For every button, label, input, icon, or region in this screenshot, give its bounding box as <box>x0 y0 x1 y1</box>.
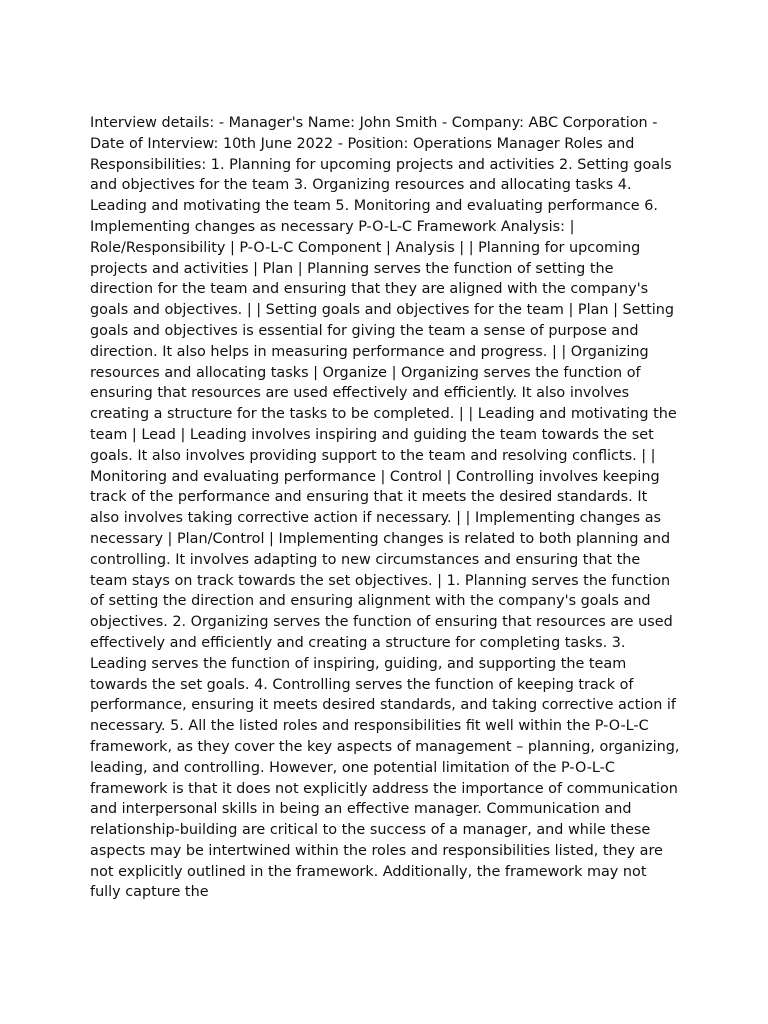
document-body-text: Interview details: - Manager's Name: John Smith - Company: ABC Corporation - Date of Interview: 10th June 2022 - Position: Operations Manager Roles and Responsibilities: 1. Planning for upcoming projects and activities 2. Setting goals and objectives for the team 3. Organizing resources and allocating tasks 4. Leading and motivating the team 5. Monitoring and evaluating performance 6. Implementing changes as necessary P-O-L-C Framework Analysis: | Role/Responsibility | P-O-L-C Component | Analysis | | Planning for upcoming projects and activities | Plan | Planning serves the function of setting the direction for the team and ensuring that they are aligned with the company's goals and objectives. | | Setting goals and objectives for the team | Plan | Setting goals and objectives is essential for giving the team a sense of purpose and direction. It also helps in measuring performance and progress. | | Organizing resources and allocating tasks | Organize | Organizing serves the function of ensuring that resources are used effectively and efficiently. It also involves creating a structure for the tasks to be completed. | | Leading and motivating the team | Lead | Leading involves inspiring and guiding the team towards the set goals. It also involves providing support to the team and resolving conflicts. | | Monitoring and evaluating performance | Control | Controlling involves keeping track of the performance and ensuring that it meets the desired standards. It also involves taking corrective action if necessary. | | Implementing changes as necessary | Plan/Control | Implementing changes is related to both planning and controlling. It involves adapting to new circumstances and ensuring that the team stays on track towards the set objectives. | 1. Planning serves the function of setting the direction and ensuring alignment with the company's goals and objectives. 2. Organizing serves the function of ensuring that resources are used effectively and efficiently and creating a structure for completing tasks. 3. Leading serves the function of inspiring, guiding, and supporting the team towards the set goals. 4. Controlling serves the function of keeping track of performance, ensuring it meets desired standards, and taking corrective action if necessary. 5. All the listed roles and responsibilities fit well within the P-O-L-C framework, as they cover the key aspects of management – planning, organizing, leading, and controlling. However, one potential limitation of the P-O-L-C framework is that it does not explicitly address the importance of communication and interpersonal skills in being an effective manager. Communication and relationship-building are critical to the success of a manager, and while these aspects may be intertwined within the roles and responsibilities listed, they are not explicitly outlined in the framework. Additionally, the framework may not fully capture the <box>90 115 680 901</box>
